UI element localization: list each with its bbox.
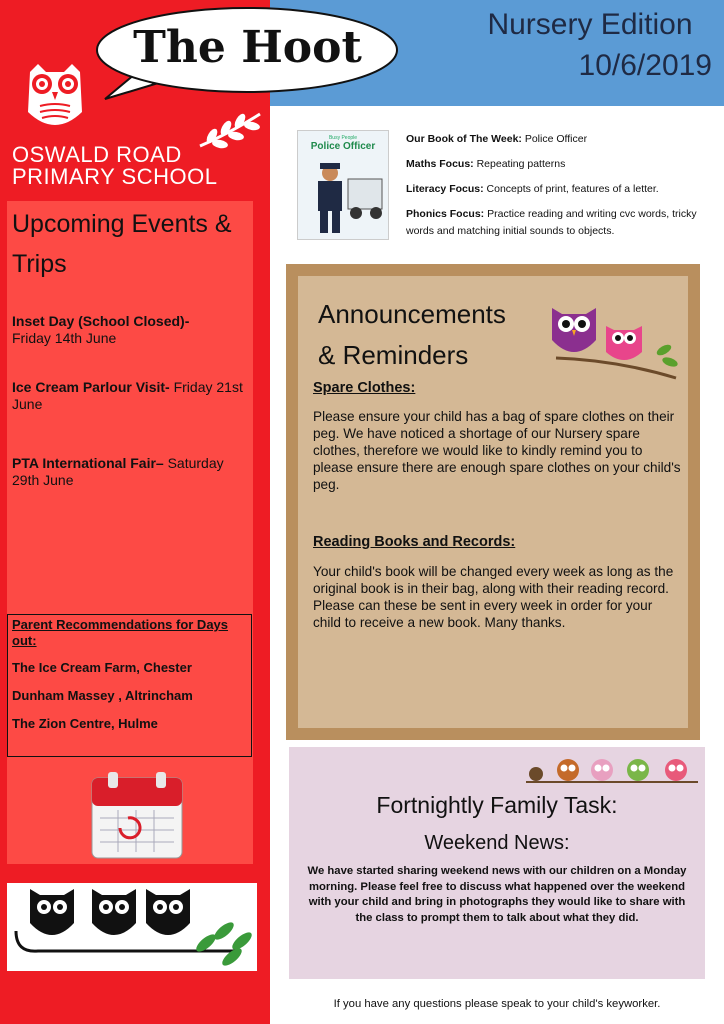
event-item xyxy=(12,313,250,347)
events-title xyxy=(12,204,252,284)
event-name: Inset Day (School Closed)- xyxy=(12,313,190,329)
announcements-title-line2: & Reminders xyxy=(318,340,469,370)
event-name: PTA International Fair– xyxy=(12,455,164,471)
recommendations-title: Parent Recommendations for Days out: xyxy=(12,617,229,648)
footer-note: If you have any questions please speak to your child's keyworker. xyxy=(333,998,661,1010)
focus-phonics xyxy=(406,206,718,240)
owls-on-branch-icon xyxy=(10,883,256,971)
focus-book xyxy=(406,131,718,148)
focus-maths xyxy=(406,156,718,173)
newsletter-title: The Hoot xyxy=(133,22,362,73)
family-task-title: Fortnightly Family Task: xyxy=(376,792,618,818)
focus-label: Our Book of The Week: xyxy=(406,133,522,145)
event-name: Ice Cream Parlour Visit- xyxy=(12,379,170,395)
focus-value: Concepts of print, features of a letter. xyxy=(486,183,659,195)
edition-date: 10/6/2019 xyxy=(578,49,712,82)
two-owls-icon xyxy=(546,300,682,384)
calendar-icon xyxy=(90,772,184,860)
focus-value: Practice reading and writing cvc words, tricky words and matching initial sounds to objects. xyxy=(406,208,697,237)
recommendation-item: The Ice Cream Farm, Chester xyxy=(12,660,192,675)
edition-heading xyxy=(460,4,720,86)
spare-clothes-heading: Spare Clothes: xyxy=(313,380,416,396)
event-date: Friday 21st June xyxy=(12,379,243,412)
reading-books-text: Your child's book will be changed every week as long as the original book is in their bag, along with their reading record. Please can these be sent in every week in order for your child to receive a new book. Many thanks. xyxy=(313,564,674,630)
owl-row-icon xyxy=(524,754,700,790)
event-item xyxy=(12,455,250,489)
focus-value: Police Officer xyxy=(524,133,588,145)
event-date: Saturday 29th June xyxy=(12,455,224,488)
owl-logo-icon xyxy=(22,62,88,138)
focus-label: Literacy Focus: xyxy=(406,183,484,195)
focus-label: Maths Focus: xyxy=(406,158,474,170)
police-officer-icon xyxy=(304,159,384,235)
school-name xyxy=(12,144,217,188)
family-task-subtitle: Weekend News: xyxy=(424,832,570,854)
reading-books-heading: Reading Books and Records: xyxy=(313,534,516,550)
announcements-title-line1: Announcements xyxy=(318,299,506,329)
events-title-line1: Upcoming Events & xyxy=(12,210,232,238)
events-panel xyxy=(7,201,253,864)
book-series: Busy People xyxy=(328,135,358,141)
book-title: Police Officer xyxy=(310,141,376,152)
edition-name: Nursery Edition xyxy=(487,8,693,41)
recommendation-item: The Zion Centre, Hulme xyxy=(12,716,158,731)
recommendation-item: Dunham Massey , Altrincham xyxy=(12,688,193,703)
school-name-line1: OSWALD ROAD xyxy=(12,142,182,167)
family-task-text: We have started sharing weekend news with our children on a Monday morning. Please feel free to discuss what happened over the weekend with your child and bring in photographs they would like to share with the class to prompt them to talk about what they did. xyxy=(307,865,687,924)
focus-label: Phonics Focus: xyxy=(406,208,485,220)
school-name-line2: PRIMARY SCHOOL xyxy=(12,164,218,189)
events-title-line2: Trips xyxy=(12,250,67,278)
event-date: Friday 14th June xyxy=(12,330,117,346)
focus-literacy xyxy=(406,181,718,198)
spare-clothes-text: Please ensure your child has a bag of spare clothes on their peg. We have noticed a shortage of our Nursery spare clothes, therefore we would like to kindly remind you to please ensure there are enough spare clothes on your child's peg. xyxy=(313,409,681,492)
event-item xyxy=(12,379,250,413)
focus-value: Repeating patterns xyxy=(476,158,566,170)
announcements-title xyxy=(318,294,548,376)
book-cover-image xyxy=(297,130,389,240)
